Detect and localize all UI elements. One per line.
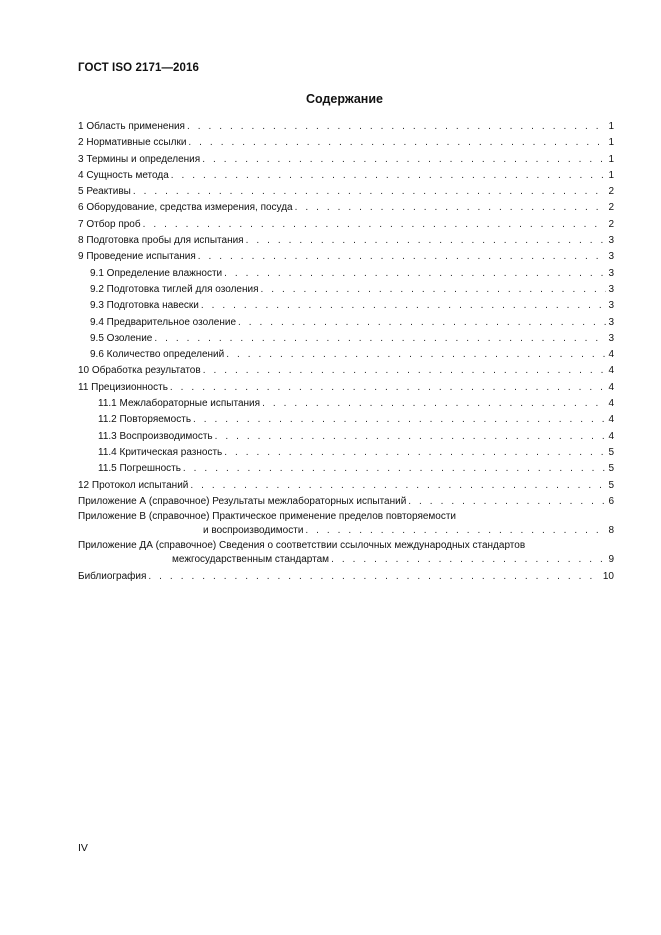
toc-entry-label: 11.2 Повторяемость	[98, 414, 192, 426]
dot-leader	[295, 200, 607, 216]
table-of-contents	[78, 119, 614, 585]
toc-subentry[interactable]	[78, 298, 614, 314]
dot-leader	[143, 217, 607, 233]
toc-subentry[interactable]	[78, 347, 614, 363]
dot-leader	[198, 249, 607, 265]
toc-entry-page: 4	[608, 430, 614, 442]
dot-leader	[238, 315, 606, 331]
toc-entry[interactable]	[78, 217, 614, 233]
toc-entry-label: Приложение А (справочное) Результаты межлабораторных испытаний	[78, 495, 407, 507]
toc-entry-page: 1	[608, 121, 614, 132]
toc-subentry[interactable]	[78, 461, 614, 477]
toc-entry-appendix-da[interactable]	[78, 539, 614, 552]
dot-leader	[202, 152, 606, 168]
toc-subentry[interactable]	[78, 429, 614, 445]
toc-entry-page: 3	[608, 235, 614, 247]
toc-entry-page: 1	[608, 169, 614, 181]
toc-entry-label: 6 Оборудование, средства измерения, посуда	[78, 202, 293, 214]
toc-subentry[interactable]	[78, 412, 614, 428]
toc-entry-label: 9 Проведение испытания	[78, 251, 196, 263]
toc-entry-page: 4	[608, 381, 614, 393]
toc-entry-page: 4	[608, 365, 614, 377]
toc-entry[interactable]	[78, 233, 614, 249]
toc-entry-label: 3 Термины и определения	[78, 153, 201, 165]
toc-entry-label: 9.1 Определение влажности	[90, 267, 223, 279]
toc-entry-bibliography[interactable]	[78, 569, 614, 585]
dot-leader	[193, 412, 606, 428]
toc-entry-label: 7 Отбор проб	[78, 218, 141, 230]
dot-leader	[224, 266, 606, 282]
dot-leader	[148, 569, 600, 585]
page-title: Содержание	[305, 92, 383, 106]
toc-entry-page: 8	[608, 525, 614, 537]
toc-entry-label-continued: и воспроизводимости	[203, 525, 304, 537]
toc-subentry[interactable]	[78, 315, 614, 331]
dot-leader	[261, 282, 607, 298]
toc-subentry[interactable]	[78, 266, 614, 282]
dot-leader	[215, 429, 607, 445]
toc-entry-page: 1	[608, 137, 614, 149]
toc-entry-continuation[interactable]	[78, 523, 614, 539]
toc-entry[interactable]	[78, 200, 614, 216]
dot-leader	[226, 347, 606, 363]
dot-leader	[188, 135, 606, 151]
toc-entry-page: 2	[608, 202, 614, 214]
toc-entry-page: 4	[608, 349, 614, 361]
toc-entry-label: 11 Прецизионность	[78, 381, 168, 393]
toc-entry[interactable]	[78, 478, 614, 494]
dot-leader	[201, 298, 607, 314]
toc-entry[interactable]	[78, 135, 614, 151]
toc-entry-label: 9.5 Озоление	[90, 332, 153, 344]
toc-entry-appendix-b[interactable]	[78, 510, 614, 523]
dot-leader	[305, 523, 606, 539]
toc-entry-label: 4 Сущность метода	[78, 169, 169, 181]
toc-entry-page: 4	[608, 414, 614, 426]
toc-entry[interactable]	[78, 249, 614, 265]
toc-entry-label: 8 Подготовка пробы для испытания	[78, 235, 244, 247]
toc-entry-label: Приложение ДА (справочное) Сведения о соответствии ссылочных международных стандартов	[78, 540, 526, 552]
dot-leader	[246, 233, 607, 249]
toc-entry-label: 10 Обработка результатов	[78, 365, 201, 377]
dot-leader	[154, 331, 606, 347]
toc-entry-continuation[interactable]	[78, 552, 614, 568]
dot-leader	[190, 478, 606, 494]
dot-leader	[262, 396, 606, 412]
dot-leader	[171, 168, 607, 184]
toc-entry-label: 5 Реактивы	[78, 186, 131, 198]
dot-leader	[203, 363, 607, 379]
toc-entry[interactable]	[78, 119, 614, 135]
document-header: ГОСТ ISO 2171—2016	[78, 62, 200, 74]
toc-subentry[interactable]	[78, 396, 614, 412]
dot-leader	[170, 380, 607, 396]
toc-entry-page: 3	[608, 251, 614, 263]
toc-subentry[interactable]	[78, 282, 614, 298]
toc-entry-appendix-a[interactable]	[78, 494, 614, 510]
toc-entry-label: 9.6 Количество определений	[90, 349, 225, 361]
toc-entry-label: 12 Протокол испытаний	[78, 479, 189, 491]
toc-entry-page: 3	[608, 332, 614, 344]
toc-entry-page: 3	[608, 316, 614, 328]
toc-entry-label: 11.4 Критическая разность	[98, 446, 223, 458]
toc-entry[interactable]	[78, 363, 614, 379]
dot-leader	[224, 445, 606, 461]
dot-leader	[133, 184, 607, 200]
toc-entry-label: 11.5 Погрешность	[98, 463, 181, 475]
toc-subentry[interactable]	[78, 331, 614, 347]
toc-entry-label: 1 Область применения	[78, 121, 185, 132]
toc-entry-page: 3	[608, 300, 614, 312]
toc-subentry[interactable]	[78, 445, 614, 461]
toc-entry-label-continued: межгосударственным стандартам	[172, 554, 330, 566]
toc-entry-page: 3	[608, 267, 614, 279]
page-number: IV	[78, 842, 88, 854]
toc-entry-label: 9.4 Предварительное озоление	[90, 316, 237, 328]
toc-entry-page: 4	[608, 398, 614, 410]
toc-entry-page: 6	[608, 495, 614, 507]
toc-entry-label: 11.1 Межлабораторные испытания	[98, 398, 261, 410]
toc-entry[interactable]	[78, 152, 614, 168]
toc-entry-page: 10	[602, 570, 614, 582]
toc-entry-page: 1	[608, 153, 614, 165]
toc-entry-page: 5	[608, 463, 614, 475]
toc-entry[interactable]	[78, 380, 614, 396]
toc-entry-label: 9.2 Подготовка тиглей для озоления	[90, 283, 259, 295]
toc-entry-page: 9	[608, 554, 614, 566]
toc-entry[interactable]	[78, 168, 614, 184]
toc-entry-label: 2 Нормативные ссылки	[78, 137, 187, 149]
toc-entry-page: 5	[608, 479, 614, 491]
toc-entry-page: 3	[608, 283, 614, 295]
toc-entry-page: 5	[608, 446, 614, 458]
toc-entry[interactable]	[78, 184, 614, 200]
dot-leader	[187, 119, 606, 135]
toc-entry-label: 11.3 Воспроизводимость	[98, 430, 213, 442]
toc-entry-label: 9.3 Подготовка навески	[90, 300, 199, 312]
dot-leader	[183, 461, 607, 477]
dot-leader	[408, 494, 606, 510]
toc-entry-label: Библиография	[78, 570, 147, 582]
toc-entry-page: 2	[608, 186, 614, 198]
toc-entry-page: 2	[608, 218, 614, 230]
dot-leader	[331, 552, 606, 568]
toc-entry-label: Приложение В (справочное) Практическое применение пределов повторяемости	[78, 511, 457, 523]
